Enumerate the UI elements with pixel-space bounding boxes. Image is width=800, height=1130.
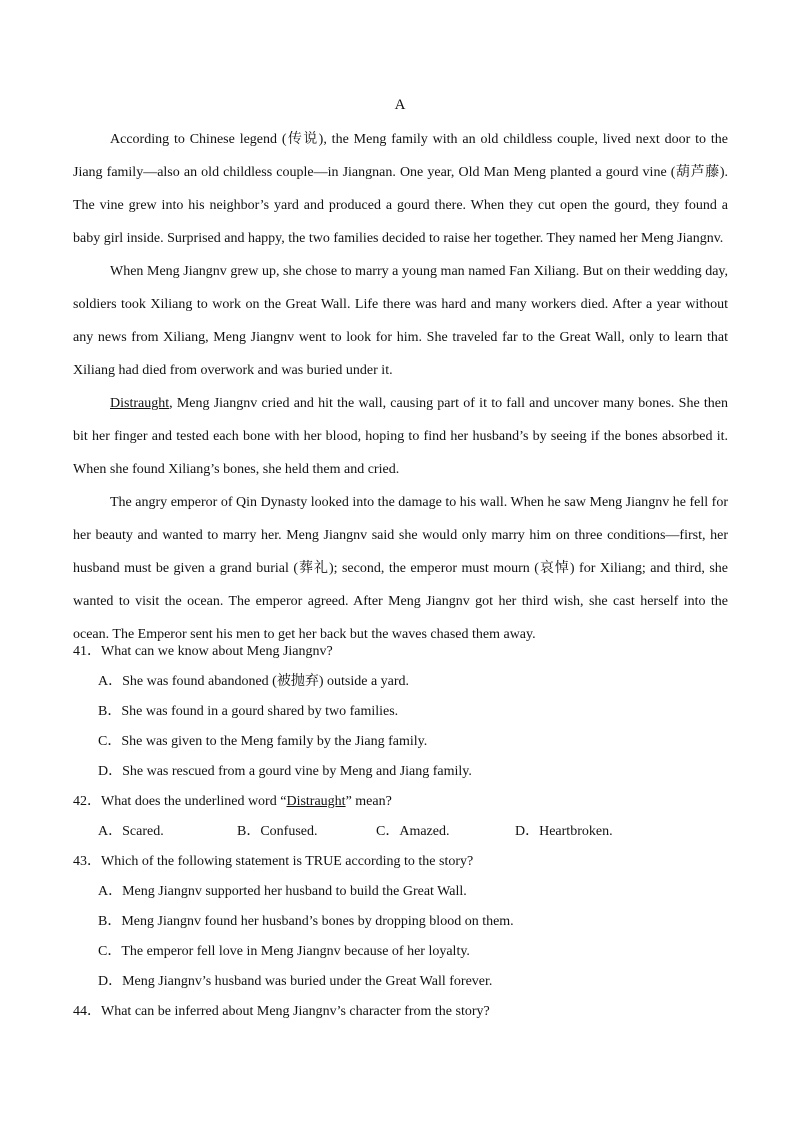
question-list [73,637,728,1027]
question-41-option-b: B．She was found in a gourd shared by two families. [98,704,399,719]
question-42-stem [73,787,728,817]
question-42-stem-end: ” mean? [345,794,392,809]
question-44-stem: 44．What can be inferred about Meng Jiangnv’s character from the story? [73,1004,490,1019]
question-43-option-c: C．The emperor fell love in Meng Jiangnv because of her loyalty. [98,944,470,959]
passage-paragraph-4: The angry emperor of Qin Dynasty looked into the damage to his wall. When he saw Meng Jiangnv he fell for her beauty and wanted to marry her. Meng Jiangnv said she would only marry him on three conditions—first, her husband must be given a grand burial (葬礼); second, the emperor must mourn (哀悼) for Xiliang; and third, she wanted to visit the ocean. The emperor agreed. After Meng Jiangnv got her third wish, she cast herself into the ocean. The Emperor sent his men to get her back but the waves chased them away. [73,495,728,642]
question-43-stem: 43．Which of the following statement is TRUE according to the story? [73,854,474,869]
question-42-option-c: C．Amazed. [376,824,450,839]
question-43-option-a: A．Meng Jiangnv supported her husband to build the Great Wall. [98,884,467,899]
question-42-options [73,817,728,847]
question-43-option-d: D．Meng Jiangnv’s husband was buried under the Great Wall forever. [98,974,493,989]
question-42-option-a: A．Scared. [98,824,164,839]
section-title: A [394,97,406,113]
question-42-option-d: D．Heartbroken. [515,824,613,839]
underlined-word: Distraught [110,396,170,411]
question-42-underlined-word: Distraught [286,794,346,809]
question-41-stem: 41．What can we know about Meng Jiangnv? [73,644,333,659]
passage-paragraph-3 [73,387,728,486]
question-41-option-d: D．She was rescued from a gourd vine by Meng and Jiang family. [98,764,472,779]
passage-paragraph-2: When Meng Jiangnv grew up, she chose to marry a young man named Fan Xiliang. But on their wedding day, soldiers took Xiliang to work on the Great Wall. Life there was hard and many workers died. After a year without any news from Xiliang, Meng Jiangnv went to look for him. She traveled far to the Great Wall, only to learn that Xiliang had died from overwork and was buried under it. [73,264,728,378]
question-42-stem-start: 42．What does the underlined word “ [73,794,287,809]
question-41-option-c: C．She was given to the Meng family by the Jiang family. [98,734,428,749]
question-42-option-b: B．Confused. [237,824,318,839]
reading-passage [73,123,728,651]
question-41-option-a: A．She was found abandoned (被抛弃) outside a yard. [98,674,410,689]
question-43-option-b: B．Meng Jiangnv found her husband’s bones by dropping blood on them. [98,914,514,929]
passage-paragraph-3-text: , Meng Jiangnv cried and hit the wall, causing part of it to fall and uncover many bones. She then bit her finger and tested each bone with her blood, hoping to find her husband’s by seeing if the bones absorbed it. When she found Xiliang’s bones, she held them and cried. [73,396,728,477]
passage-paragraph-1: According to Chinese legend (传说), the Meng family with an old childless couple, lived next door to the Jiang family—also an old childless couple—in Jiangnan. One year, Old Man Meng planted a gourd vine (葫芦藤). The vine grew into his neighbor’s yard and produced a gourd there. When they cut open the gourd, they found a baby girl inside. Surprised and happy, the two families decided to raise her together. They named her Meng Jiangnv. [73,132,728,246]
